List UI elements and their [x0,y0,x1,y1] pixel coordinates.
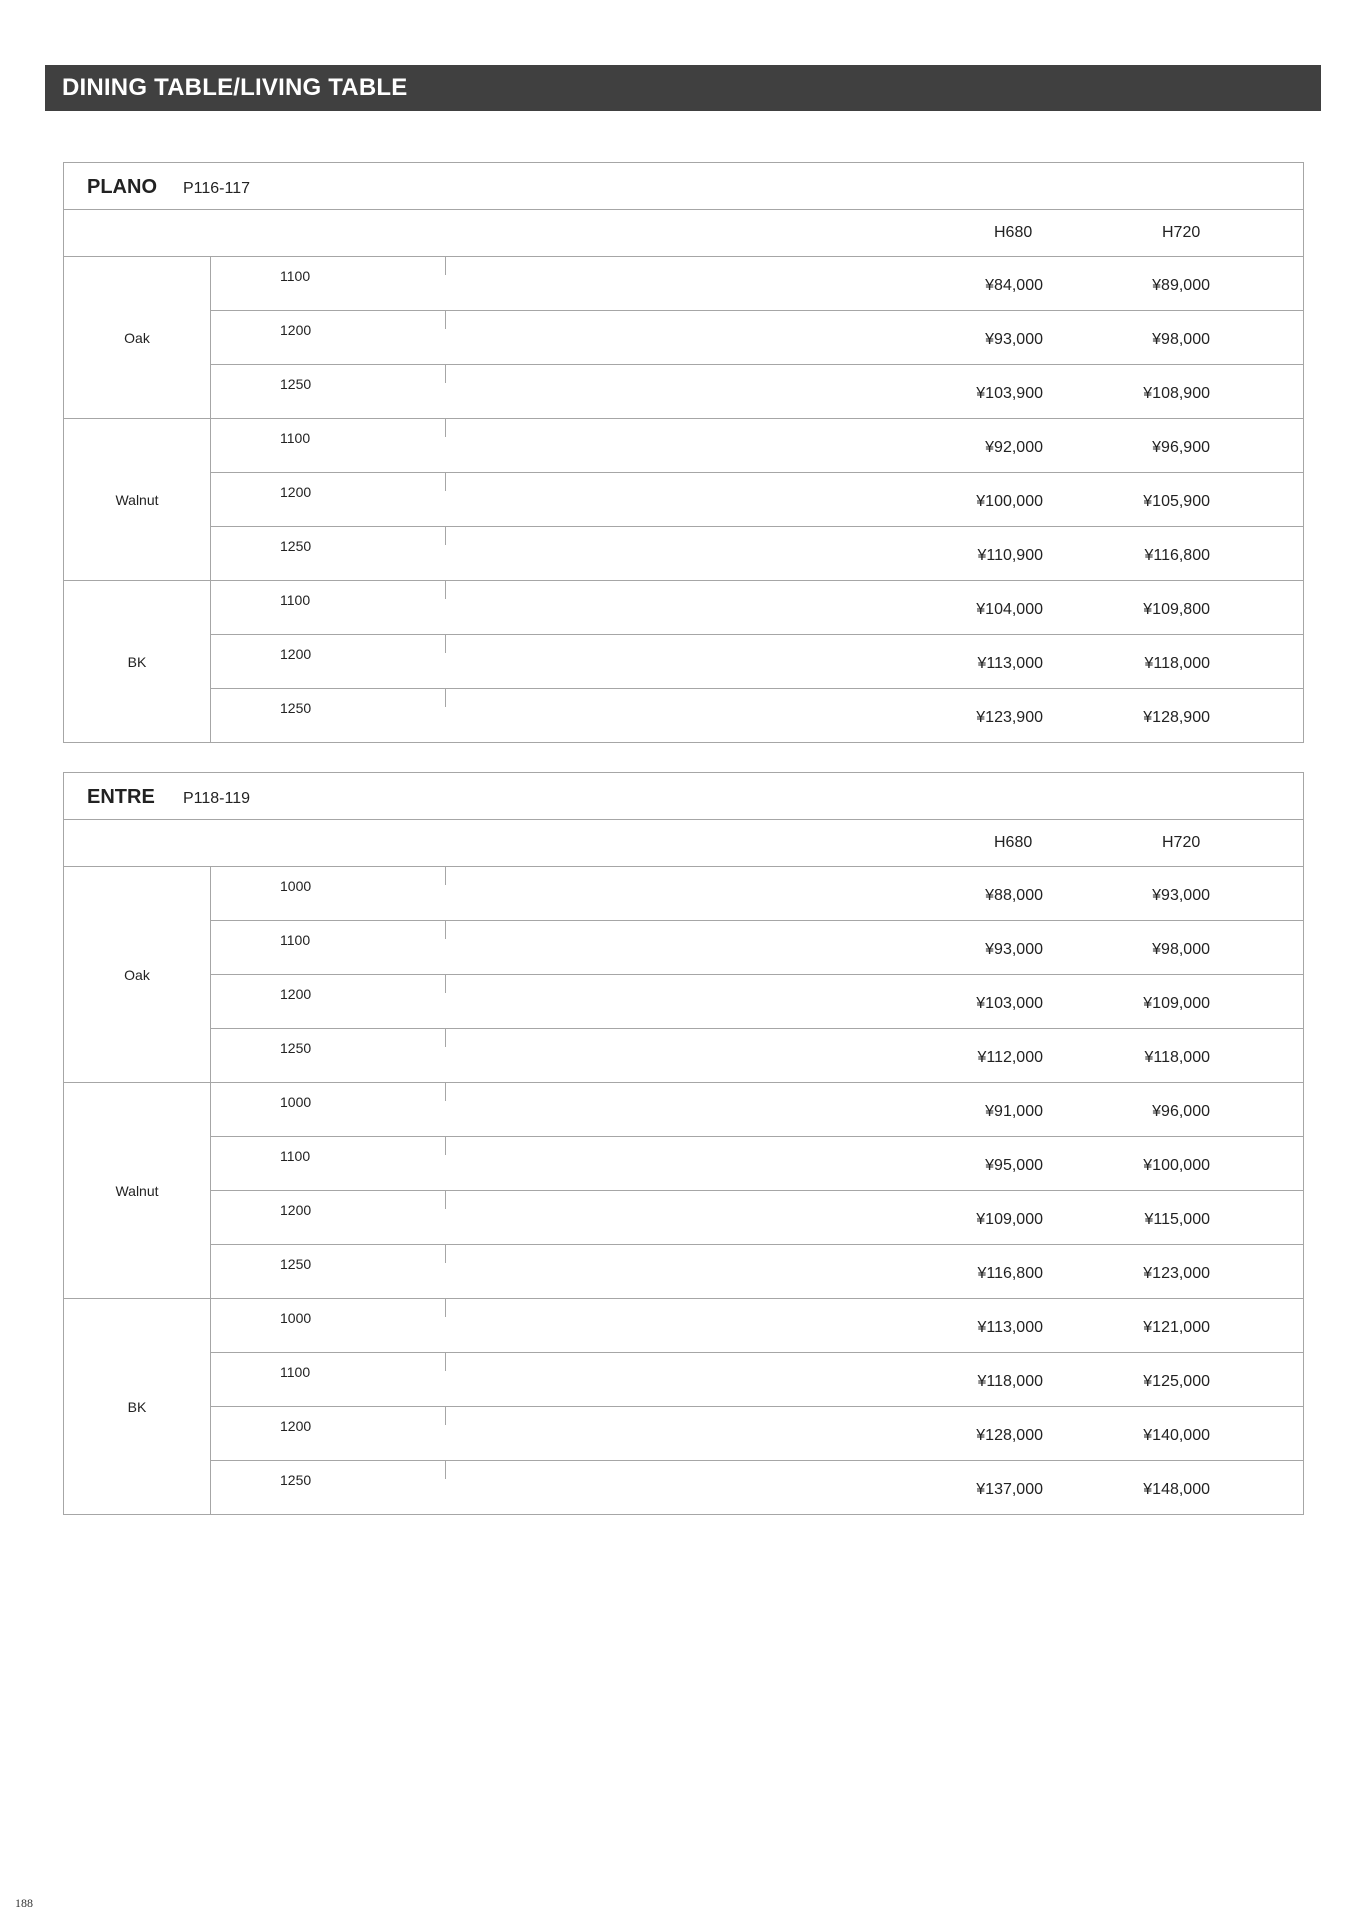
table-row [211,1191,1303,1245]
page-number: 188 [15,1896,33,1910]
price-h720: ¥96,000 [1152,1103,1210,1120]
price-h680: ¥112,000 [977,1049,1043,1066]
page-reference: P116-117 [183,180,251,197]
price-h720: ¥109,000 [1143,995,1210,1012]
table-title-row [64,773,1303,820]
price-h680: ¥113,000 [977,655,1043,672]
price-h680: ¥91,000 [985,1103,1043,1120]
height-header-h680: H680 [994,224,1033,241]
price-h720: ¥123,000 [1143,1265,1210,1282]
size-label: 1100 [280,1364,311,1380]
finish-label: Walnut [64,1083,211,1298]
size-label: 1200 [280,484,312,500]
height-header-h720: H720 [1162,224,1201,241]
price-h680: ¥84,000 [985,277,1043,294]
table-row [211,921,1303,975]
price-h720: ¥100,000 [1143,1157,1210,1174]
tick-divider [445,1083,446,1101]
price-h680: ¥123,900 [976,709,1043,726]
tick-divider [445,1407,446,1425]
price-h680: ¥128,000 [976,1427,1043,1444]
price-h680: ¥88,000 [985,887,1043,904]
price-table-plano [63,162,1304,743]
price-h720: ¥148,000 [1143,1481,1210,1498]
table-row [211,1137,1303,1191]
table-row [211,1245,1303,1298]
finish-label: BK [64,1299,211,1514]
price-h720: ¥105,900 [1143,493,1210,510]
price-h720: ¥109,800 [1143,601,1210,618]
table-row [211,365,1303,418]
price-h680: ¥92,000 [985,439,1043,456]
price-h680: ¥103,000 [976,995,1043,1012]
product-name: ENTRE [87,786,155,808]
price-h720: ¥140,000 [1143,1427,1210,1444]
price-h720: ¥125,000 [1143,1373,1210,1390]
tick-divider [445,1353,446,1371]
table-row [211,975,1303,1029]
finish-label: Oak [64,257,211,418]
table-row [211,689,1303,742]
size-label: 1250 [280,700,312,716]
table-row [211,311,1303,365]
price-h680: ¥95,000 [985,1157,1043,1174]
finish-label: Oak [64,867,211,1082]
table-row [211,1407,1303,1461]
size-label: 1100 [280,1148,311,1164]
finish-group [64,1299,1303,1514]
finish-group [64,1083,1303,1299]
size-label: 1200 [280,1202,312,1218]
tick-divider [445,527,446,545]
finish-group [64,257,1303,419]
price-h680: ¥113,000 [977,1319,1043,1336]
table-row [211,419,1303,473]
size-label: 1000 [280,878,312,894]
product-name: PLANO [87,176,157,198]
size-label: 1250 [280,1472,312,1488]
price-h680: ¥137,000 [976,1481,1043,1498]
tick-divider [445,635,446,653]
table-row [211,581,1303,635]
finish-group [64,581,1303,742]
price-h680: ¥93,000 [985,331,1043,348]
price-h720: ¥93,000 [1152,887,1210,904]
price-h680: ¥116,800 [977,1265,1043,1282]
price-h680: ¥100,000 [976,493,1043,510]
tick-divider [445,1029,446,1047]
size-label: 1000 [280,1094,312,1110]
size-label: 1200 [280,986,312,1002]
finish-label: Walnut [64,419,211,580]
price-h720: ¥121,000 [1143,1319,1210,1336]
price-h680: ¥109,000 [976,1211,1043,1228]
tick-divider [445,689,446,707]
tick-divider [445,257,446,275]
height-header-row [64,210,1303,257]
page-reference: P118-119 [183,790,251,807]
tick-divider [445,1191,446,1209]
price-table-entre [63,772,1304,1515]
table-row [211,257,1303,311]
tick-divider [445,1461,446,1479]
price-h720: ¥96,900 [1152,439,1210,456]
height-header-h680: H680 [994,834,1033,851]
section-header [45,65,1321,111]
price-h680: ¥103,900 [976,385,1043,402]
tick-divider [445,1137,446,1155]
finish-label: BK [64,581,211,742]
price-h720: ¥118,000 [1144,1049,1210,1066]
size-label: 1250 [280,1040,312,1056]
table-row [211,1083,1303,1137]
price-h720: ¥98,000 [1152,331,1210,348]
price-h680: ¥104,000 [976,601,1043,618]
table-row [211,1029,1303,1082]
tick-divider [445,365,446,383]
table-title-row [64,163,1303,210]
price-h680: ¥110,900 [977,547,1043,564]
table-row [211,867,1303,921]
table-row [211,473,1303,527]
price-h680: ¥93,000 [985,941,1043,958]
size-label: 1200 [280,322,312,338]
finish-group [64,419,1303,581]
price-h720: ¥89,000 [1152,277,1210,294]
price-h680: ¥118,000 [977,1373,1043,1390]
height-header-h720: H720 [1162,834,1201,851]
size-label: 1100 [280,430,311,446]
size-label: 1250 [280,376,312,392]
tick-divider [445,1245,446,1263]
price-h720: ¥108,900 [1143,385,1210,402]
finish-group [64,867,1303,1083]
size-label: 1000 [280,1310,312,1326]
size-label: 1200 [280,646,312,662]
price-h720: ¥128,900 [1143,709,1210,726]
tick-divider [445,419,446,437]
tick-divider [445,1299,446,1317]
tick-divider [445,581,446,599]
section-title: DINING TABLE/LIVING TABLE [62,74,408,101]
price-h720: ¥116,800 [1144,547,1210,564]
price-h720: ¥98,000 [1152,941,1210,958]
size-label: 1200 [280,1418,312,1434]
tick-divider [445,921,446,939]
table-row [211,635,1303,689]
tick-divider [445,975,446,993]
tick-divider [445,867,446,885]
table-row [211,1461,1303,1514]
size-label: 1250 [280,538,312,554]
price-h720: ¥118,000 [1144,655,1210,672]
price-h720: ¥115,000 [1144,1211,1210,1228]
size-label: 1250 [280,1256,312,1272]
table-row [211,1353,1303,1407]
size-label: 1100 [280,932,311,948]
size-label: 1100 [280,592,311,608]
tick-divider [445,311,446,329]
height-header-row [64,820,1303,867]
size-label: 1100 [280,268,311,284]
table-row [211,1299,1303,1353]
tick-divider [445,473,446,491]
table-row [211,527,1303,580]
